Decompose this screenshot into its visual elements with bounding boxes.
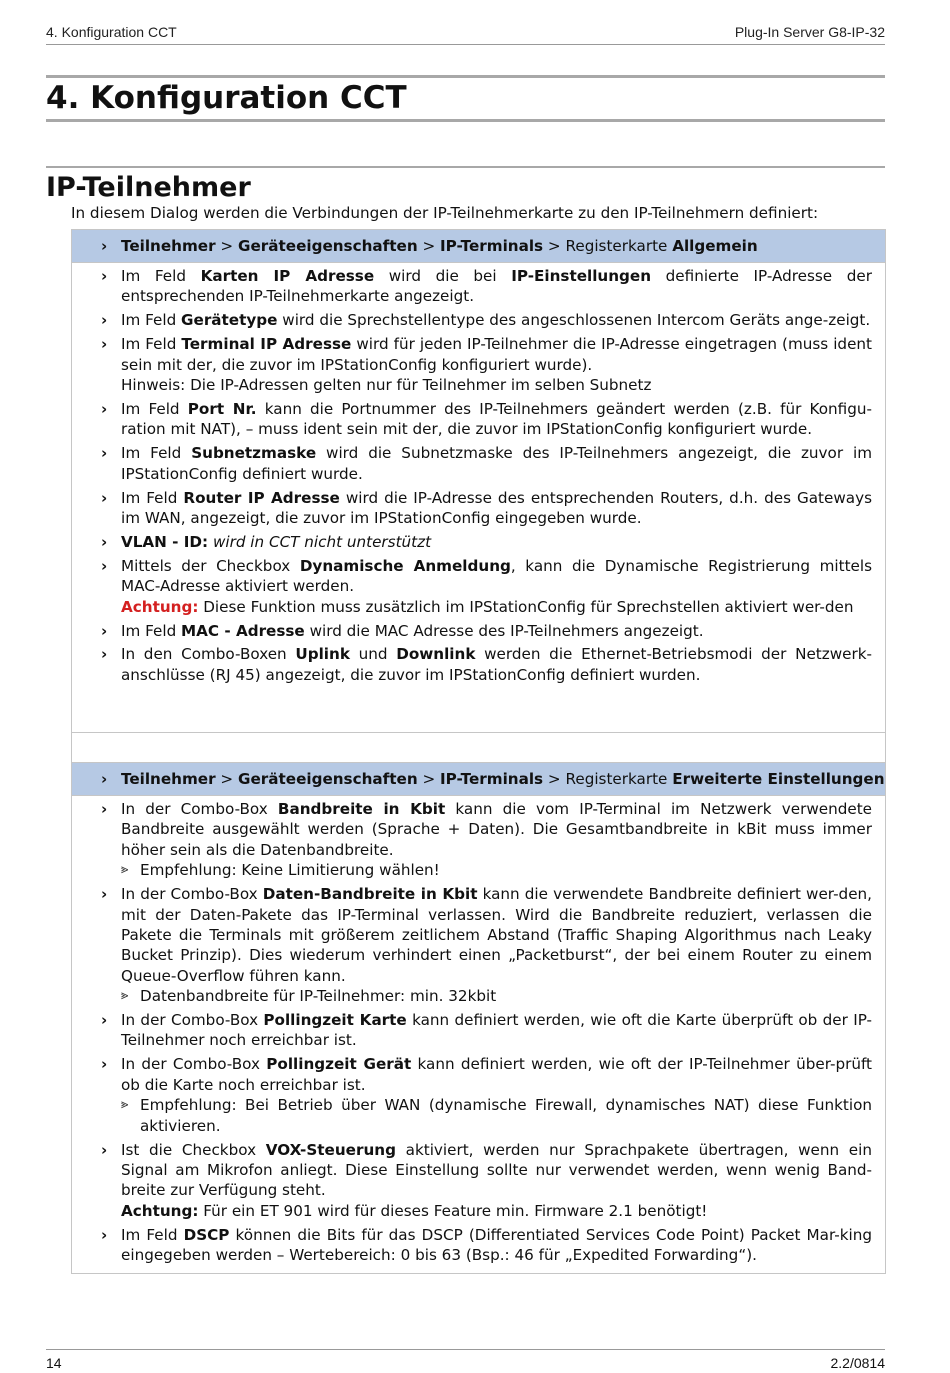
list-item — [101, 799, 872, 881]
field-name: IP-Terminals — [440, 237, 544, 255]
chapter-title: 4. Konfiguration CCT — [46, 80, 407, 116]
list-item — [101, 443, 872, 484]
list-item — [101, 1225, 873, 1266]
nav-path-bar — [72, 763, 885, 796]
text-run: > — [215, 237, 238, 255]
text-run: kann die Portnummer des IP-Teilnehmers geändert werden (z.B. für Konfigu-ration mit NAT), – muss ident sein mit der, die zuvor im IPStationConfig konfiguriert wurde. — [121, 399, 872, 439]
chevron-right-icon: › — [101, 1011, 108, 1030]
field-name: Pollingzeit Karte — [263, 1011, 407, 1030]
note-text: Empfehlung: Keine Limitierung wählen! — [140, 861, 440, 880]
section-title: IP-Teilnehmer — [46, 172, 251, 203]
list-item — [101, 556, 873, 617]
text-run: Diese Funktion muss zusätzlich im IPStationConfig für Sprechstellen aktiviert wer-den — [198, 597, 854, 616]
recommendation-note — [121, 860, 872, 880]
list-item — [101, 532, 872, 552]
nav-path-bar — [72, 230, 885, 263]
text-run: > Registerkarte — [543, 237, 673, 255]
field-name: Terminal IP Adresse — [181, 335, 352, 354]
text-run: wird die Sprechstellentype des angeschlossenen Intercom Geräts ange-zeigt. — [277, 311, 871, 330]
note-text: Empfehlung: Bei Betrieb über WAN (dynamische Firewall, dynamisches NAT) diese Funktion aktivieren. — [140, 1096, 872, 1135]
text-run: definierte IP-Adresse der entsprechenden IP-Teilnehmerkarte angezeigt. — [121, 267, 872, 306]
document-version: 2.2/0814 — [830, 1355, 885, 1371]
list-item — [101, 1010, 872, 1051]
advanced-tab-box — [71, 762, 886, 1274]
text-run: Für ein ET 901 wird für dieses Feature min. Firmware 2.1 benötigt! — [198, 1201, 708, 1220]
header-product-label: Plug-In Server G8-IP-32 — [734, 24, 885, 40]
warning-label: Achtung: — [121, 597, 199, 616]
list-item — [101, 621, 872, 641]
field-name: Uplink — [295, 645, 350, 664]
text-run: Mittels der Checkbox — [121, 556, 300, 575]
text-run: Hinweis: Die IP-Adressen gelten nur für Teilnehmer im selben Subnetz — [121, 376, 652, 395]
list-item — [101, 266, 872, 307]
chevron-right-icon: › — [101, 645, 108, 664]
field-name: IP-Einstellungen — [511, 267, 652, 285]
chevron-right-icon: › — [101, 885, 108, 904]
chevron-right-icon: › — [101, 444, 108, 463]
chevron-right-icon: › — [101, 488, 108, 507]
chevron-right-icon: › — [101, 556, 108, 575]
field-name: IP-Terminals — [440, 770, 544, 788]
list-item — [101, 399, 872, 440]
field-name: DSCP — [183, 1225, 230, 1244]
text-run: > — [417, 770, 441, 788]
chevron-right-icon: › — [101, 621, 108, 640]
spacer-row — [71, 732, 886, 764]
running-header — [46, 0, 885, 45]
general-tab-box — [71, 229, 886, 734]
text-run: wird die Subnetzmaske des IP-Teilnehmers angezeigt, die zuvor im IPStationConfig definiert wurde. — [121, 444, 872, 483]
outline-chevron-icon: ⪢ — [121, 862, 129, 878]
text-run: kann die verwendete Bandbreite definiert wer-den, mit der Daten-Pakete das IP-Terminal verlassen. Wird die Bandbreite reduziert, verlassen die Pakete die Terminals mit größerem zeitlichem Abstand (Traffic Shaping Algorithmus nach Leaky Bucket Prinzip). Dies wiederum verhindert einen „Packetburst“, der bei einem Router zu einem Queue-Overflow führen kann. — [121, 885, 872, 985]
text-run: , kann die Dynamische Registrierung mittels MAC-Adresse aktiviert werden. — [121, 556, 873, 596]
field-name: Port Nr. — [187, 399, 257, 418]
text-run: In der Combo-Box — [121, 885, 263, 904]
text-run: Ist die Checkbox — [121, 1140, 266, 1159]
field-name: Geräteeigenschaften — [238, 770, 418, 788]
field-name: Erweiterte Einstellungen — [672, 770, 885, 788]
list-item — [101, 334, 872, 395]
text-run: wird die bei — [374, 267, 512, 285]
chevron-right-icon: › — [101, 1140, 108, 1159]
text-run: Im Feld — [121, 1225, 184, 1244]
text-run: kann definiert werden, wie oft die Karte überprüft ob der IP-Teilnehmer noch erreichbar ist. — [121, 1011, 872, 1050]
page-number: 14 — [46, 1355, 62, 1371]
field-name: VLAN - ID: — [121, 532, 209, 551]
field-name: Teilnehmer — [121, 237, 216, 255]
nav-path-text — [121, 230, 758, 262]
text-run: Im Feld — [121, 444, 192, 463]
list-item — [101, 488, 872, 529]
text-run: wird die IP-Adresse des entsprechenden Routers, d.h. des Gateways im WAN, angezeigt, die zuvor im IPStationConfig eingegeben wurde. — [121, 488, 872, 527]
footer-rule — [46, 1349, 885, 1350]
text-run: Im Feld — [121, 621, 182, 640]
text-run: In den Combo-Boxen — [121, 645, 296, 664]
recommendation-note — [121, 1095, 872, 1136]
text-run: aktiviert, werden nur Sprachpakete übertragen, wenn ein Signal am Mikrofon anliegt. Diese Einstellung sollte nur verwendet werden, wenn wenig Band-breite zur Verfügung steht. — [121, 1140, 872, 1200]
setting-list — [72, 796, 885, 1265]
field-name: Teilnehmer — [121, 770, 216, 788]
text-run: Im Feld — [121, 311, 182, 330]
setting-list — [72, 263, 885, 685]
field-name: Pollingzeit Gerät — [266, 1055, 412, 1074]
chevron-right-icon: › — [101, 311, 108, 330]
list-item — [101, 1054, 872, 1136]
outline-chevron-icon: ⪢ — [121, 988, 129, 1004]
list-item — [101, 884, 872, 1006]
outline-chevron-icon: ⪢ — [121, 1097, 129, 1113]
text-run: werden die Ethernet-Betriebsmodi der Netzwerk-anschlüsse (RJ 45) angezeigt, die zuvor im IPStationConfig definiert wurden. — [121, 645, 872, 684]
text-run: kann definiert werden, wie oft der IP-Teilnehmer über-prüft ob die Karte noch erreichbar ist. — [121, 1055, 872, 1094]
text-run: > Registerkarte — [543, 770, 673, 788]
text-run: kann die vom IP-Terminal im Netzwerk verwendete Bandbreite ausgewählt werden (Sprache + Daten). Die Gesamtbandbreite in kBit muss immer höher sein als die Datenbandbreite. — [121, 800, 872, 859]
warning-label: Achtung: — [121, 1201, 199, 1220]
field-name: Gerätetype — [181, 311, 278, 330]
note-text: Datenbandbreite für IP-Teilnehmer: min. 32kbit — [140, 987, 497, 1006]
text-run: Im Feld — [121, 335, 182, 354]
chevron-right-icon: › — [101, 267, 108, 285]
text-run: können die Bits für das DSCP (Differentiated Services Code Point) Packet Mar-king eingegeben werden – Wertebereich: 0 bis 63 (Bsp.: 46 für „Expedited Forwarding“). — [121, 1225, 873, 1265]
field-name: Bandbreite in Kbit — [277, 800, 446, 818]
text-run: In der Combo-Box — [121, 800, 278, 818]
text-run: wird für jeden IP-Teilnehmer die IP-Adresse eingetragen (muss ident sein mit der, die zuvor im IPStationConfig konfiguriert wurde). — [121, 335, 872, 374]
text-run: Im Feld — [121, 399, 188, 418]
field-name: Router IP Adresse — [183, 488, 340, 507]
header-chapter-label: 4. Konfiguration CCT — [46, 24, 177, 40]
nav-path-text — [121, 763, 885, 795]
recommendation-note — [121, 986, 872, 1006]
section-rule — [46, 166, 885, 168]
chevron-right-icon: › — [101, 1055, 108, 1074]
text-run: In der Combo-Box — [121, 1055, 267, 1074]
chevron-right-icon: › — [101, 335, 108, 354]
text-run: Im Feld — [121, 488, 184, 507]
text-run: wird die MAC Adresse des IP-Teilnehmers angezeigt. — [304, 621, 704, 640]
text-run: > — [215, 770, 238, 788]
text-run: Im Feld — [121, 267, 201, 285]
chapter-rule-bottom — [46, 119, 885, 122]
list-item — [101, 1140, 872, 1222]
list-item — [101, 644, 872, 685]
text-run: In der Combo-Box — [121, 1011, 264, 1030]
text-run: > — [417, 237, 441, 255]
chevron-right-icon: › — [101, 399, 108, 418]
chevron-right-icon: › — [101, 1225, 108, 1244]
chevron-right-icon: › — [101, 237, 108, 255]
italic-note: wird in CCT nicht unterstützt — [212, 532, 432, 551]
field-name: Allgemein — [672, 237, 758, 255]
field-name: Dynamische Anmeldung — [299, 556, 511, 575]
field-name: Downlink — [396, 645, 476, 664]
field-name: VOX-Steuerung — [265, 1140, 396, 1159]
field-name: Geräteeigenschaften — [238, 237, 418, 255]
intro-paragraph: In diesem Dialog werden die Verbindungen der IP-Teilnehmerkarte zu den IP-Teilnehmern definiert: — [71, 204, 819, 222]
field-name: Subnetzmaske — [191, 444, 317, 463]
field-name: Karten IP Adresse — [200, 267, 375, 285]
field-name: Daten-Bandbreite in Kbit — [262, 885, 478, 904]
list-item — [101, 310, 872, 330]
text-run: und — [349, 645, 397, 664]
chevron-right-icon: › — [101, 800, 108, 818]
field-name: MAC - Adresse — [181, 621, 305, 640]
chevron-right-icon: › — [101, 532, 108, 551]
chevron-right-icon: › — [101, 770, 108, 788]
